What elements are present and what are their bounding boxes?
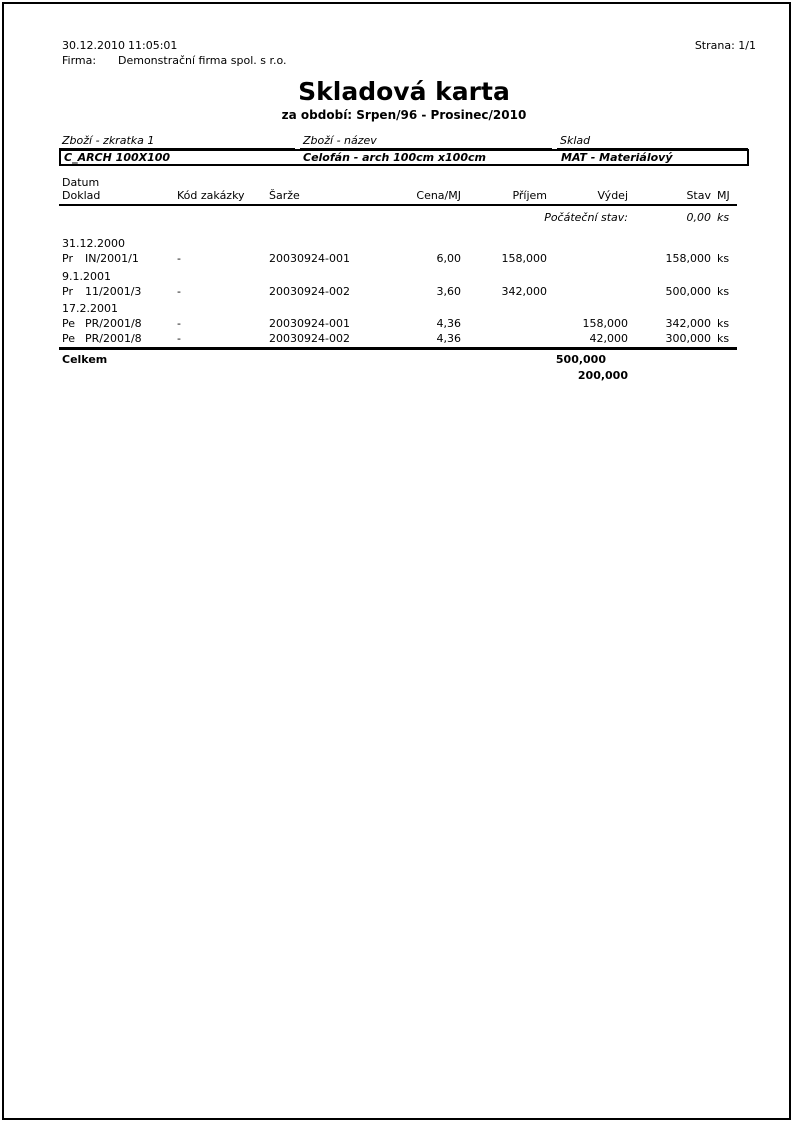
cell-prijem: 342,000 xyxy=(501,285,547,298)
cell-kod-zakazky: - xyxy=(177,332,181,345)
column-header-sarze: Šarže xyxy=(269,189,300,202)
opening-balance-row xyxy=(59,211,737,225)
cell-doklad xyxy=(59,332,173,346)
cell-vydej xyxy=(547,252,628,266)
cell-stav: 158,000 xyxy=(665,252,711,265)
doc-type: Pe xyxy=(62,332,76,345)
label-sklad: Sklad xyxy=(557,134,748,149)
totals-label: Celkem xyxy=(62,353,108,366)
totals-row xyxy=(59,353,737,367)
doc-number: 11/2001/3 xyxy=(85,285,142,298)
cell-mj: ks xyxy=(717,285,730,298)
print-header-spacer xyxy=(177,39,694,53)
cell-vydej xyxy=(547,285,628,299)
label-zbozi-zkratka: Zboží - zkratka 1 xyxy=(59,134,295,149)
print-header-line2 xyxy=(62,54,756,68)
column-header-cena-mj: Cena/MJ xyxy=(416,189,461,202)
group-date: 9.1.2001 xyxy=(62,270,111,283)
item-info-values xyxy=(59,149,749,166)
group-date: 17.2.2001 xyxy=(62,302,118,315)
print-header-line1 xyxy=(62,39,756,53)
cell-stav: 500,000 xyxy=(665,285,711,298)
totals-prijem: 500,000 xyxy=(555,353,606,366)
movements-table xyxy=(59,176,737,383)
table-row xyxy=(59,252,737,266)
doc-type: Pr xyxy=(62,285,73,298)
cell-doklad xyxy=(59,252,173,266)
label-zbozi-nazev: Zboží - název xyxy=(300,134,552,149)
cell-mj: ks xyxy=(717,332,730,345)
cell-stav: 300,000 xyxy=(665,332,711,345)
cell-sarze: 20030924-002 xyxy=(269,285,350,298)
cell-vydej: 158,000 xyxy=(582,317,628,330)
report-title: Skladová karta xyxy=(298,77,510,106)
column-header-row xyxy=(59,189,737,203)
table-row xyxy=(59,317,737,331)
print-time: 11:05:01 xyxy=(128,39,178,52)
group-date: 31.12.2000 xyxy=(62,237,125,250)
doc-number: IN/2001/1 xyxy=(85,252,139,265)
firma-label: Firma: xyxy=(62,54,97,67)
column-header-datum: Datum xyxy=(62,176,100,189)
cell-cena-mj: 4,36 xyxy=(436,317,461,330)
doc-number: PR/2001/8 xyxy=(85,317,142,330)
column-header-mj: MJ xyxy=(717,189,730,202)
cell-stav: 342,000 xyxy=(665,317,711,330)
column-header-doklad: Doklad xyxy=(62,189,101,202)
totals-vydej-row xyxy=(59,369,737,383)
doc-type: Pr xyxy=(62,252,73,265)
column-header-stav: Stav xyxy=(686,189,711,202)
value-zbozi-nazev: Celofán - arch 100cm x100cm xyxy=(303,151,486,164)
print-header xyxy=(62,39,756,68)
column-header-prijem: Příjem xyxy=(512,189,547,202)
doc-number: PR/2001/8 xyxy=(85,332,142,345)
item-info-labels xyxy=(59,134,749,149)
cell-kod-zakazky: - xyxy=(177,285,181,298)
value-zbozi-zkratka: C_ARCH 100X100 xyxy=(64,151,171,164)
cell-mj: ks xyxy=(717,317,730,330)
cell-prijem xyxy=(461,317,547,331)
table-row xyxy=(59,332,737,346)
cell-prijem xyxy=(461,332,547,346)
opening-balance-label: Počáteční stav: xyxy=(544,211,628,224)
print-date: 30.12.2010 xyxy=(62,39,125,52)
doc-type: Pe xyxy=(62,317,76,330)
cell-doklad xyxy=(59,317,173,331)
cell-kod-zakazky: - xyxy=(177,252,181,265)
cell-kod-zakazky: - xyxy=(177,317,181,330)
title-block xyxy=(59,78,749,123)
cell-sarze: 20030924-002 xyxy=(269,332,350,345)
column-header-kod-zakazky: Kód zakázky xyxy=(177,189,245,202)
cell-sarze: 20030924-001 xyxy=(269,252,350,265)
cell-cena-mj: 3,60 xyxy=(436,285,461,298)
cell-mj: ks xyxy=(717,252,730,265)
firma-value: Demonstrační firma spol. s r.o. xyxy=(118,54,287,67)
table-row xyxy=(59,285,737,299)
cell-cena-mj: 4,36 xyxy=(436,332,461,345)
opening-balance-value: 0,00 xyxy=(686,211,711,224)
cell-sarze: 20030924-001 xyxy=(269,317,350,330)
report-subtitle: za období: Srpen/96 - Prosinec/2010 xyxy=(281,108,527,122)
item-info xyxy=(59,134,749,166)
column-header-vydej: Výdej xyxy=(597,189,628,202)
opening-balance-unit: ks xyxy=(717,211,730,224)
table-header xyxy=(59,176,737,206)
totals-divider xyxy=(59,347,737,350)
totals-vydej: 200,000 xyxy=(577,369,628,382)
page-border xyxy=(2,2,791,1120)
cell-vydej: 42,000 xyxy=(589,332,628,345)
page-number: Strana: 1/1 xyxy=(694,39,756,52)
cell-cena-mj: 6,00 xyxy=(436,252,461,265)
value-sklad: MAT - Materiálový xyxy=(561,151,673,164)
cell-doklad xyxy=(59,285,173,299)
cell-prijem: 158,000 xyxy=(501,252,547,265)
